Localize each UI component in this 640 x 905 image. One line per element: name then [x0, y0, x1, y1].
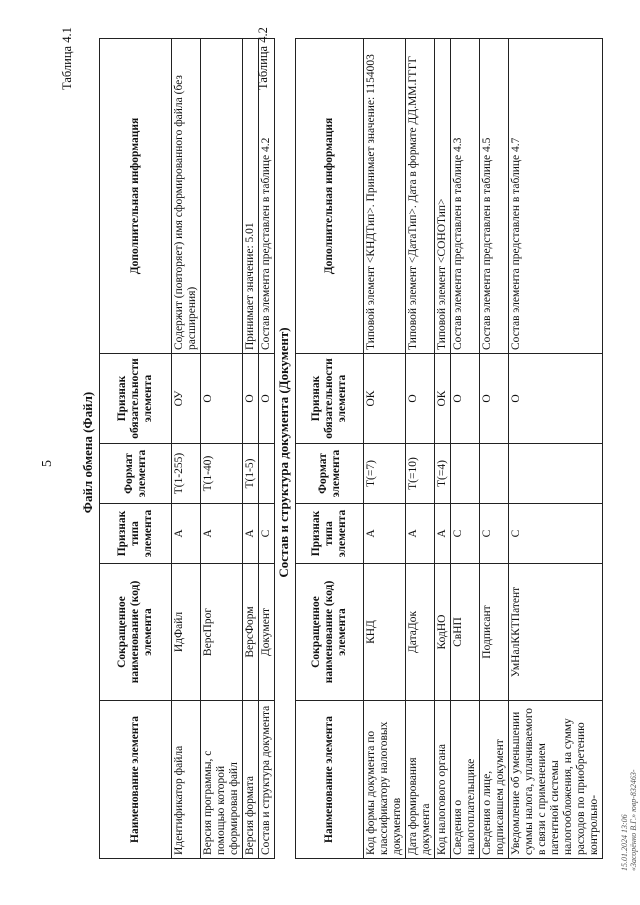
cell: Т(1-255) — [172, 444, 201, 504]
table-row — [259, 39, 275, 859]
cell: Документ — [259, 564, 275, 701]
cell: ВерсПрог — [201, 564, 243, 701]
page-number: 5 — [40, 460, 55, 467]
cell: Типовой элемент <ДатаТип>. Дата в формате ДД.ММ.ГГГГ — [406, 39, 435, 354]
cell: А — [406, 504, 435, 564]
table-header-row — [100, 39, 172, 859]
cell: Т(1-40) — [201, 444, 243, 504]
cell: Состав и структура документа — [259, 701, 275, 859]
cell: УмНалККТПатент — [509, 564, 603, 701]
cell: С — [509, 504, 603, 564]
stamp-line: 15.01.2024 13:06 — [620, 814, 629, 871]
table-row — [172, 39, 201, 859]
cell: А — [243, 504, 259, 564]
cell: Дата формирования документа — [406, 701, 435, 859]
cell: О — [243, 354, 259, 444]
cell: ОУ — [172, 354, 201, 444]
stamp-line: «Засорёнко В.Г.» ювр-832463- — [629, 769, 638, 871]
header-cell: Наименование элемента — [100, 701, 172, 859]
cell — [259, 444, 275, 504]
cell: Версия программы, с помощью которой сформирован файл — [201, 701, 243, 859]
table-row — [201, 39, 243, 859]
cell: Т(1-5) — [243, 444, 259, 504]
table-row — [243, 39, 259, 859]
cell: О — [451, 354, 480, 444]
table-row — [509, 39, 603, 859]
table-4-1-label: Таблица 4.1 — [60, 27, 74, 90]
cell: А — [435, 504, 451, 564]
cell — [509, 444, 603, 504]
cell: Типовой элемент <СОНОТип> — [435, 39, 451, 354]
cell: Сведения о налогоплательщике — [451, 701, 480, 859]
table-header-row — [296, 39, 364, 859]
header-cell: Дополнительная информация — [296, 39, 364, 354]
table-4-1 — [99, 38, 275, 859]
cell: ОК — [364, 354, 406, 444]
cell: С — [451, 504, 480, 564]
cell: СвНП — [451, 564, 480, 701]
header-cell: Признак типа элемента — [100, 504, 172, 564]
table-4-2-title: Состав и структура документа (Документ) — [276, 327, 291, 578]
header-cell: Сокращенное наименование (код) элемента — [296, 564, 364, 701]
header-cell: Наименование элемента — [296, 701, 364, 859]
cell: Т(=10) — [406, 444, 435, 504]
registration-stamp — [620, 769, 638, 871]
table-4-2-label: Таблица 4.2 — [256, 27, 270, 90]
cell: О — [509, 354, 603, 444]
header-cell: Формат элемента — [296, 444, 364, 504]
cell: О — [201, 354, 243, 444]
cell: Т(=4) — [435, 444, 451, 504]
cell: А — [201, 504, 243, 564]
cell: Содержит (повторяет) имя сформированного файла (без расширения) — [172, 39, 201, 354]
cell: Т(=7) — [364, 444, 406, 504]
cell: КНД — [364, 564, 406, 701]
cell: С — [480, 504, 509, 564]
cell: КодНО — [435, 564, 451, 701]
header-cell: Признак обязательности элемента — [296, 354, 364, 444]
table-row — [451, 39, 480, 859]
cell: ИдФайл — [172, 564, 201, 701]
table-row — [480, 39, 509, 859]
cell: О — [406, 354, 435, 444]
header-cell: Дополнительная информация — [100, 39, 172, 354]
cell: Код налогового органа — [435, 701, 451, 859]
cell: С — [259, 504, 275, 564]
cell — [451, 444, 480, 504]
cell: Идентификатор файла — [172, 701, 201, 859]
header-cell: Сокращенное наименование (код) элемента — [100, 564, 172, 701]
table-4-2 — [295, 38, 603, 859]
cell: Принимает значение: 5.01 — [243, 39, 259, 354]
header-cell: Формат элемента — [100, 444, 172, 504]
cell — [201, 39, 243, 354]
cell: Состав элемента представлен в таблице 4.7 — [509, 39, 603, 354]
cell: Состав элемента представлен в таблице 4.2 — [259, 39, 275, 354]
cell: Сведения о лице, подписавшем документ — [480, 701, 509, 859]
cell: Состав элемента представлен в таблице 4.5 — [480, 39, 509, 354]
table-row — [406, 39, 435, 859]
table-4-1-title: Файл обмена (Файл) — [80, 391, 95, 514]
cell: ДатаДок — [406, 564, 435, 701]
cell: Подписант — [480, 564, 509, 701]
cell: О — [480, 354, 509, 444]
header-cell: Признак обязательности элемента — [100, 354, 172, 444]
table-row — [435, 39, 451, 859]
cell: А — [364, 504, 406, 564]
cell — [480, 444, 509, 504]
cell: ВерсФорм — [243, 564, 259, 701]
cell: Типовой элемент <КНДТип>. Принимает значение: 1154003 — [364, 39, 406, 354]
cell: Код формы документа по классификатору налоговых документов — [364, 701, 406, 859]
cell: А — [172, 504, 201, 564]
cell: Состав элемента представлен в таблице 4.3 — [451, 39, 480, 354]
header-cell: Признак типа элемента — [296, 504, 364, 564]
cell: О — [259, 354, 275, 444]
cell: Версия формата — [243, 701, 259, 859]
cell: Уведомление об уменьшении суммы налога, уплачиваемого в связи с применением патентной системы налогообложения, на сумму расходов по приобретению контрольно- — [509, 701, 603, 859]
cell: ОК — [435, 354, 451, 444]
table-row — [364, 39, 406, 859]
